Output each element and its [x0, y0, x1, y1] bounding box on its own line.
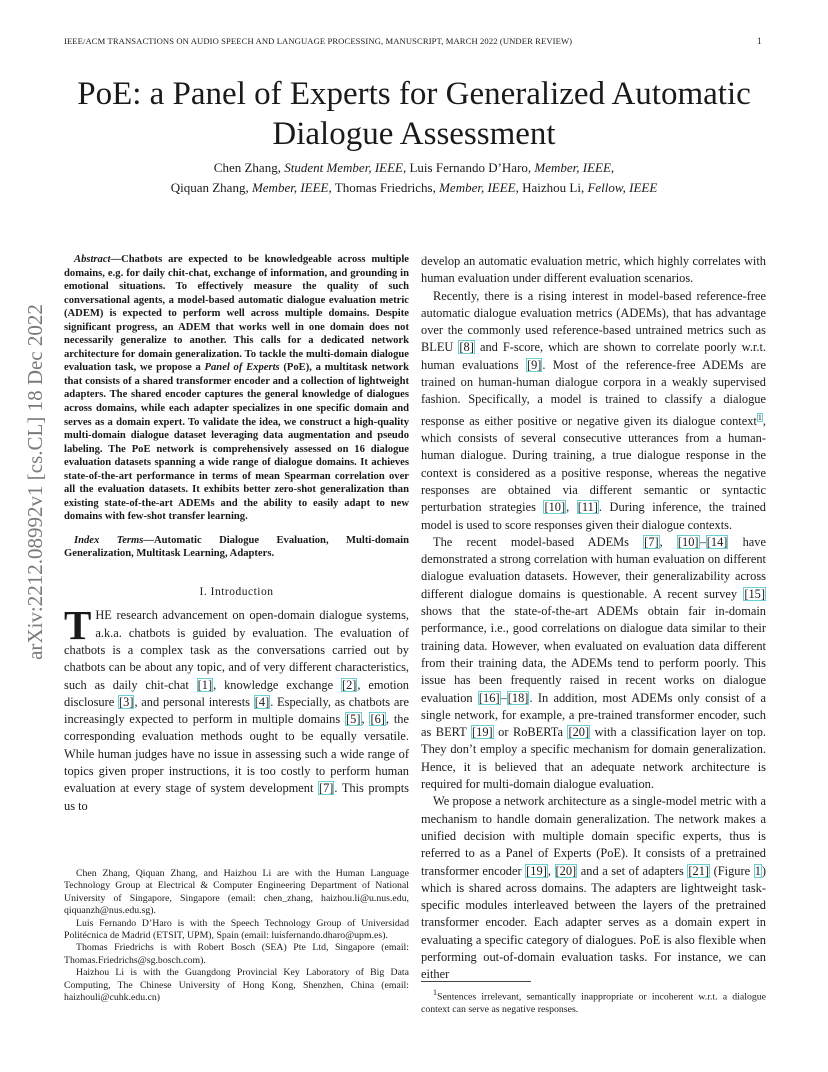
- text-run: . During inference, the trained model is used to score responses given their dialogue contexts.: [421, 500, 767, 532]
- text-run: , knowledge exchange: [213, 677, 341, 692]
- text-run: , and personal interests: [134, 694, 254, 709]
- citation-link[interactable]: [15]: [744, 586, 765, 601]
- author-role: Member, IEEE,: [251, 180, 332, 195]
- citation-link[interactable]: [6]: [370, 712, 385, 727]
- citation-link[interactable]: [7]: [318, 781, 334, 796]
- citation-link[interactable]: [1]: [197, 677, 213, 692]
- text-run: have demonstrated a strong correlation with human evaluation on different dialogue evaluation datasets. However, their generalizability across different dialogue domains is questionable. A recent survey: [421, 534, 766, 601]
- footnote-link[interactable]: 1: [757, 412, 762, 422]
- intro-paragraph-3: [421, 534, 766, 793]
- citation-link[interactable]: [19]: [472, 725, 493, 740]
- author-line-2: [60, 178, 768, 198]
- citation-link[interactable]: [19]: [526, 863, 547, 878]
- citation-link[interactable]: [2]: [341, 677, 357, 692]
- text-run: –: [699, 534, 706, 549]
- running-head: IEEE/ACM TRANSACTIONS ON AUDIO SPEECH AND LANGUAGE PROCESSING, MANUSCRIPT, MARCH 2022 (UNDER REVIEW): [64, 36, 573, 46]
- citation-link[interactable]: [14]: [706, 534, 728, 549]
- text-run: The recent model-based ADEMs: [433, 534, 644, 549]
- author-role: Student Member, IEEE,: [284, 160, 407, 175]
- intro-paragraph-1: [64, 602, 409, 815]
- affiliation-note: Luis Fernando D’Haro is with the Speech Technology Group of Universidad Politécnica de Madrid (ETSIT, UPM), Spain (email: luisfernando.dharo@upm.es).: [64, 917, 409, 942]
- affiliation-footnotes: [64, 868, 409, 1004]
- right-column: [421, 253, 766, 984]
- text-run: , the corresponding evaluation methods ought to be equally versatile. While human judges have no issue in assessing such a wide range of topics given proper instructions, it is too costly to perform human evaluation at every stage of system development: [64, 712, 409, 796]
- author-role: Member, IEEE,: [439, 180, 519, 195]
- index-terms: [64, 534, 409, 561]
- citation-link[interactable]: [3]: [119, 694, 134, 709]
- text-run: , emotion disclosure: [64, 677, 409, 709]
- author-name: Chen Zhang,: [213, 160, 281, 175]
- section-heading: I. Introduction: [199, 586, 274, 599]
- author-name: Haizhou Li,: [522, 180, 585, 195]
- abstract-dash: —: [110, 254, 122, 265]
- citation-link[interactable]: [9]: [526, 357, 542, 372]
- affiliation-note: Chen Zhang, Qiquan Zhang, and Haizhou Li are with the Human Language Technology Group at Electrical & Computer Engineering Department of National University of Singapore, Singapore (email: chen_zhang, haizhou.li@u.nus.edu, qiquanzh@nus.edu.sg).: [64, 868, 409, 917]
- intro-paragraph-1-cont: develop an automatic evaluation metric, which highly correlates with human evaluation under different evaluation scenarios.: [421, 254, 766, 286]
- citation-link[interactable]: [16]: [478, 690, 500, 705]
- arxiv-stamp: arXiv:2212.08992v1 [cs.CL] 18 Dec 2022: [23, 304, 47, 660]
- abstract-italic: Panel of Experts: [204, 362, 280, 374]
- citation-link[interactable]: [7]: [644, 534, 659, 549]
- citation-link[interactable]: [8]: [459, 340, 474, 355]
- author-role: Fellow, IEEE: [587, 180, 658, 195]
- left-column: [64, 253, 409, 815]
- footnote-mark: 1: [433, 988, 437, 997]
- citation-link[interactable]: [11]: [577, 500, 598, 515]
- text-run: –: [500, 690, 507, 705]
- affiliation-note: Thomas Friedrichs is with Robert Bosch (SEA) Pte Ltd, Singapore (email: Thomas.Friedrichs@sg.bosch.com).: [64, 942, 409, 966]
- citation-link[interactable]: [18]: [507, 690, 529, 705]
- text-run: ,: [361, 712, 370, 727]
- intro-paragraph-2: [421, 288, 766, 534]
- text-run: ) which is shared across domains. The adapters are lightweight task-specific modules interleaved between the layers of the pretrained transformer encoder. Each adapter serves as a domain expert in evaluating a specific category of dialogues. PoE is also flexible when performing out-of-domain evaluation tasks. For instance, we can either: [421, 863, 767, 982]
- citation-link[interactable]: [20]: [568, 725, 590, 740]
- text-run: ,: [659, 534, 677, 549]
- text-run: ,: [547, 863, 555, 878]
- citation-link[interactable]: [4]: [254, 694, 270, 709]
- author-line-1: [60, 158, 768, 178]
- affiliation-note: Haizhou Li is with the Guangdong Provincial Key Laboratory of Big Data Computing, The Chinese University of Hong Kong, Shenzhen, China (email: haizhouli@cuhk.edu.cn): [64, 967, 409, 1004]
- footnote-1: [421, 987, 766, 1016]
- page-number: 1: [757, 36, 762, 46]
- intro-paragraph-4: [421, 793, 766, 983]
- footnote-body: Sentences irrelevant, semantically inappropriate or incoherent w.r.t. a dialogue context can serve as negative responses.: [421, 991, 766, 1015]
- abstract: [64, 253, 409, 524]
- text-run: with a classification layer on top. They don’t employ a specific mechanism for domain generalization. Hence, it is believed that an adequate network architecture is required for multi-domain dialogue evaluation.: [421, 725, 766, 792]
- abstract-label: Abstract: [74, 254, 111, 265]
- citation-link[interactable]: [10]: [544, 500, 566, 515]
- citation-link[interactable]: [10]: [677, 534, 699, 549]
- paper-title: PoE: a Panel of Experts for Generalized Automatic Dialogue Assessment: [77, 76, 751, 152]
- abstract-text: (PoE), a multitask network that consists of a shared transformer encoder and a collection of lightweight adapters. The shared encoder captures the general knowledge of dialogues across domains, while each adapter specializes in one specific domain and serves as a domain expert. To validate the idea, we construct a high-quality multi-domain dialogue dataset leveraging data augmentation and pseudo labeling. The PoE network is comprehensively assessed on 16 dialogue evaluation datasets spanning a wide range of dialogue domains. It achieves state-of-the-art performance in terms of mean Spearman correlation over all the evaluation datasets. It exhibits better zero-shot generalization than existing state-of-the-art ADEMs and the ability to easily adapt to new domains with few-shot transfer learning.: [64, 362, 409, 523]
- text-run: . In addition, most ADEMs only consist of a single network, for example, a pre-trained transformer encoder, such as BERT: [421, 690, 766, 740]
- index-terms-text: Automatic Dialogue Evaluation, Multi-domain Generalization, Multitask Learning, Adapters.: [64, 534, 409, 560]
- text-run: , which consists of several consecutive utterances from a human-human dialogue. During training, a true dialogue response in the context is considered as a positive response, whereas the negative responses are obtained via different semantic or syntactic perturbation strategies: [421, 413, 766, 515]
- index-terms-dash: —: [143, 534, 154, 546]
- text-run: research advancement on open-domain dialogue systems, a.k.a. chatbots is guided by evaluation. The evaluation of chatbots is a complex task as the conversations carried out by chatbots can be about any topic, and of very different characteristics, such as daily chit-chat: [64, 608, 409, 692]
- citation-link[interactable]: [21]: [688, 863, 710, 878]
- text-run: (Figure: [710, 863, 754, 878]
- abstract-text: Chatbots are expected to be knowledgeable across multiple domains, e.g. for daily chit-chat, exchange of information, and grounding in emotional situations. To effectively measure the quality of such conversational agents, a model-based automatic dialogue evaluation metric (ADEM) is expected to perform well across multiple domains. Despite significant progress, an ADEM that works well in one domain does not necessarily generalize to another. This calls for a dedicated network architecture for domain generalization. To tackle the multi-domain dialogue evaluation task, we propose a: [64, 254, 409, 374]
- author-name: Qiquan Zhang,: [170, 180, 249, 195]
- text-run: . Especially, as chatbots are increasingly expected to perform in multiple domains: [64, 694, 409, 727]
- author-name: Luis Fernando D’Haro,: [409, 160, 532, 175]
- text-run: and a set of adapters: [577, 863, 688, 878]
- text-run: . This prompts us to: [64, 781, 409, 813]
- author-name: Thomas Friedrichs,: [334, 180, 436, 195]
- text-run: ,: [566, 500, 577, 515]
- text-run: . Most of the reference-free ADEMs are trained on human-human dialogue corpora in a weakly supervised fashion. Specifically, a model is trained to classify a dialogue response as either positive or negative given its dialogue context: [421, 357, 766, 428]
- footnote-rule: [421, 981, 531, 982]
- text-run: Recently, there is a rising interest in model-based reference-free automatic dialogue evaluation metrics (ADEMs), that has advantage over the commonly used reference-based untrained metrics such as BLEU: [421, 288, 766, 355]
- first-word: HE: [95, 608, 112, 623]
- text-run: We propose a network architecture as a single-model metric with a mechanism to handle domain generalization. The network makes a unified decision with multiple domain specific experts, thus is referred to as a Panel of Experts (PoE). It consists of a pretrained transformer encoder: [421, 794, 766, 878]
- drop-cap: T: [64, 602, 92, 649]
- citation-link[interactable]: [5]: [346, 712, 361, 727]
- figure-link[interactable]: 1: [754, 863, 761, 878]
- index-terms-label: Index Terms: [74, 534, 144, 546]
- text-run: or RoBERTa: [493, 725, 568, 740]
- footnote-text: [421, 987, 766, 1016]
- author-role: Member, IEEE,: [534, 160, 615, 175]
- text-run: shows that the state-of-the-art ADEMs obtain fair in-domain performance, i.e., good correlations on dialogue data similar to their training data. However, when evaluated on evaluation data different from their training data, the ADEMs tend to perform poorly. This issue has been frequently raised in recent works on dialogue evaluation: [421, 604, 766, 705]
- citation-link[interactable]: [20]: [555, 863, 577, 878]
- text-run: and F-score, which are shown to correlate poorly w.r.t. human evaluations: [421, 340, 766, 372]
